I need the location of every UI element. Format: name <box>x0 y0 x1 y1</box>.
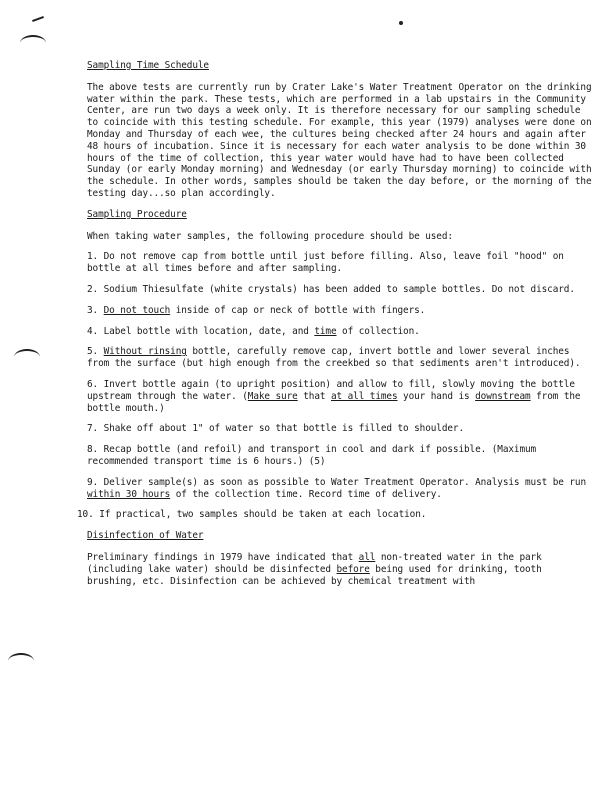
punch-hole-mark <box>20 35 46 51</box>
procedure-intro: When taking water samples, the following procedure should be used: <box>87 230 453 242</box>
punch-hole-mark <box>14 349 40 365</box>
procedure-step: 8. Recap bottle (and refoil) and transport in cool and dark if possible. (Maximum recommended transport time is 6 hours.) (5) <box>87 444 537 467</box>
procedure-step: 6. Invert bottle again (to upright position) and allow to fill, slowly moving the bottle upstream through the water. (Make sure that at all times your hand is downstream from the bottle mouth.) <box>87 378 581 414</box>
procedure-step: 1. Do not remove cap from bottle until just before filling. Also, leave foil "hood" on bottle at all times before and after sampling. <box>87 251 564 275</box>
procedure-step: 3. Do not touch inside of cap or neck of bottle with fingers. <box>87 304 426 316</box>
document-body <box>77 60 592 596</box>
procedure-step: 5. Without rinsing bottle, carefully remove cap, invert bottle and lower several inches from the surface (but high enough from the creekbed so that sediments aren't introduced). <box>87 346 581 370</box>
punch-hole-mark <box>8 653 34 669</box>
procedure-step: 7. Shake off about 1" of water so that bottle is filled to shoulder. <box>87 423 465 435</box>
procedure-step: 2. Sodium Thiesulfate (white crystals) has been added to sample bottles. Do not discard. <box>87 283 575 295</box>
corner-mark <box>32 16 44 22</box>
procedure-step: 10. If practical, two samples should be taken at each location. <box>77 509 427 521</box>
disinfection-paragraph: Preliminary findings in 1979 have indicated that all non-treated water in the park (including lake water) should be disinfected before being used for drinking, tooth brushing, etc. Disinfection can be achieved by chemical treatment with <box>87 551 542 587</box>
section-heading: Sampling Time Schedule <box>87 60 209 71</box>
schedule-paragraph: The above tests are currently run by Crater Lake's Water Treatment Operator on the drinking water within the park. These tests, which are performed in a lab upstairs in the Community Center, are run two days a week only. It is therefore necessary for our sampling schedule to coincide with this testing schedule. For example, this year (1979) analyses were done on Monday and Thursday of each wee, the cultures being checked after 24 hours and again after 48 hours of incubation. Since it is necessary for each water analysis to be done within 30 hours of the time of collection, this year water would have had to have been collected Sunday (or early Monday morning) and Wednesday (or early Thursday morning) to coincide with the schedule. In other words, samples should be taken the day before, or the morning of the testing day...so plan accordingly. <box>87 81 592 199</box>
section-heading: Sampling Procedure <box>87 208 187 220</box>
section-heading: Disinfection of Water <box>87 530 204 542</box>
dot-mark <box>399 21 403 25</box>
procedure-step: 4. Label bottle with location, date, and time of collection. <box>87 325 420 337</box>
procedure-step: 9. Deliver sample(s) as soon as possible to Water Treatment Operator. Analysis must be run within 30 hours of the collection time. Record time of delivery. <box>87 476 586 500</box>
